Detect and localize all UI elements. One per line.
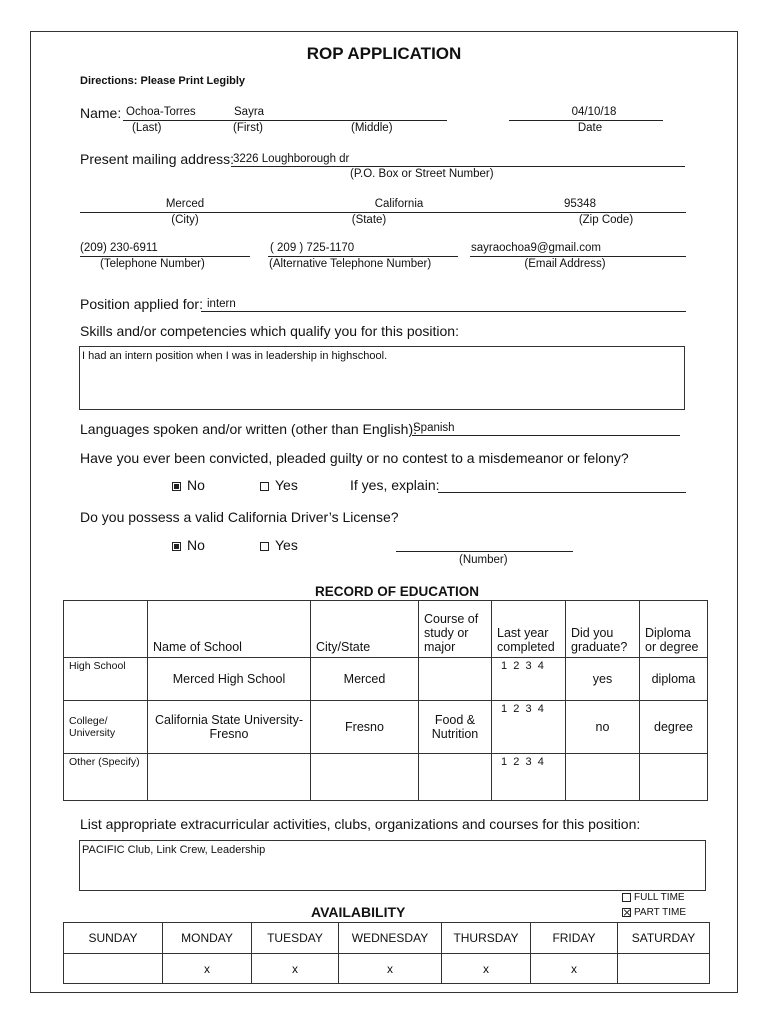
middle-caption: (Middle) bbox=[351, 122, 393, 134]
skills-box[interactable] bbox=[79, 346, 685, 410]
table-row bbox=[64, 658, 708, 701]
languages-value[interactable]: Spanish bbox=[413, 422, 455, 434]
day-friday: FRIDAY bbox=[531, 923, 618, 954]
activities-label: List appropriate extracurricular activities, clubs, organizations and courses for this position: bbox=[80, 816, 641, 832]
email-caption: (Email Address) bbox=[524, 258, 606, 270]
date-caption: Date bbox=[577, 122, 603, 134]
page-title: ROP APPLICATION bbox=[306, 44, 462, 63]
degree-cell[interactable]: degree bbox=[640, 701, 708, 754]
position-line bbox=[201, 311, 686, 312]
phone-value[interactable]: (209) 230-6911 bbox=[80, 242, 158, 254]
license-number-caption: (Number) bbox=[459, 554, 508, 566]
name-line bbox=[123, 120, 447, 121]
year-options[interactable]: 1 2 3 4 bbox=[492, 754, 566, 801]
table-row bbox=[64, 754, 708, 801]
street-value[interactable]: 3226 Loughborough dr bbox=[233, 153, 350, 165]
checkbox-x-icon[interactable] bbox=[622, 908, 631, 917]
conviction-no-option[interactable] bbox=[172, 477, 205, 493]
alt-phone-line bbox=[268, 256, 458, 257]
activities-box[interactable] bbox=[79, 840, 706, 891]
conviction-question: Have you ever been convicted, pleaded guilty or no contest to a misdemeanor or felony? bbox=[80, 450, 629, 466]
address-label: Present mailing address: bbox=[80, 151, 235, 167]
graduate-cell[interactable]: yes bbox=[566, 658, 640, 701]
day-saturday: SATURDAY bbox=[618, 923, 710, 954]
education-heading: RECORD OF EDUCATION bbox=[315, 584, 479, 599]
school-cell[interactable]: California State University- Fresno bbox=[148, 701, 311, 754]
degree-cell[interactable]: diploma bbox=[640, 658, 708, 701]
graduate-cell[interactable]: no bbox=[566, 701, 640, 754]
date-value[interactable]: 04/10/18 bbox=[571, 106, 617, 118]
table-row bbox=[64, 701, 708, 754]
license-yes-label: Yes bbox=[275, 537, 298, 553]
availability-heading: AVAILABILITY bbox=[311, 904, 406, 920]
header-cell: Name of School bbox=[148, 601, 311, 658]
city-value[interactable]: Merced bbox=[165, 198, 205, 210]
checkbox-checked-icon[interactable] bbox=[172, 482, 181, 491]
mark-wednesday[interactable]: x bbox=[339, 954, 442, 984]
city-cell[interactable] bbox=[311, 754, 419, 801]
state-value[interactable]: California bbox=[374, 198, 424, 210]
skills-value: I had an intern position when I was in leadership in highschool. bbox=[82, 350, 388, 362]
availability-table bbox=[63, 922, 710, 984]
license-yes-option[interactable] bbox=[260, 537, 298, 553]
directions: Directions: Please Print Legibly bbox=[80, 75, 246, 87]
header-cell: Course of study or major bbox=[419, 601, 492, 658]
conviction-yes-label: Yes bbox=[275, 477, 298, 493]
city-caption: (City) bbox=[171, 214, 199, 226]
major-cell[interactable] bbox=[419, 754, 492, 801]
last-caption: (Last) bbox=[132, 122, 162, 134]
activities-value: PACIFIC Club, Link Crew, Leadership bbox=[82, 844, 266, 856]
position-label: Position applied for: bbox=[80, 296, 203, 312]
first-name-value[interactable]: Sayra bbox=[234, 106, 265, 118]
city-state-zip-line bbox=[80, 212, 686, 213]
conviction-no-label: No bbox=[187, 477, 205, 493]
header-cell: Last year completed bbox=[492, 601, 566, 658]
header-cell: City/State bbox=[311, 601, 419, 658]
zip-caption: (Zip Code) bbox=[578, 214, 634, 226]
last-name-value[interactable]: Ochoa-Torres bbox=[126, 106, 196, 118]
header-cell: Did you graduate? bbox=[566, 601, 640, 658]
zip-value[interactable]: 95348 bbox=[564, 198, 596, 210]
mark-tuesday[interactable]: x bbox=[252, 954, 339, 984]
address-line bbox=[231, 166, 685, 167]
day-monday: MONDAY bbox=[163, 923, 252, 954]
mark-monday[interactable]: x bbox=[163, 954, 252, 984]
street-caption: (P.O. Box or Street Number) bbox=[350, 168, 494, 180]
skills-label: Skills and/or competencies which qualify you for this position: bbox=[80, 323, 459, 339]
explain-label: If yes, explain: bbox=[350, 477, 440, 493]
license-no-option[interactable] bbox=[172, 537, 205, 553]
state-caption: (State) bbox=[351, 214, 387, 226]
marks-row bbox=[64, 954, 710, 984]
name-label: Name: bbox=[80, 105, 122, 121]
day-tuesday: TUESDAY bbox=[252, 923, 339, 954]
full-time-label: FULL TIME bbox=[634, 892, 685, 903]
day-sunday: SUNDAY bbox=[64, 923, 163, 954]
email-value[interactable]: sayraochoa9@gmail.com bbox=[471, 242, 601, 254]
degree-cell[interactable] bbox=[640, 754, 708, 801]
graduate-cell[interactable] bbox=[566, 754, 640, 801]
languages-line bbox=[412, 435, 680, 436]
city-cell[interactable]: Fresno bbox=[311, 701, 419, 754]
year-options[interactable]: 1 2 3 4 bbox=[492, 658, 566, 701]
license-no-label: No bbox=[187, 537, 205, 553]
languages-label: Languages spoken and/or written (other than English): bbox=[80, 421, 417, 437]
phone-line bbox=[80, 256, 250, 257]
mark-sunday[interactable] bbox=[64, 954, 163, 984]
mark-saturday[interactable] bbox=[618, 954, 710, 984]
conviction-yes-option[interactable] bbox=[260, 477, 298, 493]
position-value[interactable]: intern bbox=[207, 298, 236, 310]
license-number-line[interactable] bbox=[396, 551, 573, 552]
major-cell[interactable]: Food & Nutrition bbox=[419, 701, 492, 754]
checkbox-empty-icon[interactable] bbox=[622, 893, 631, 902]
row-type: High School bbox=[64, 658, 148, 701]
header-cell: Diploma or degree bbox=[640, 601, 708, 658]
school-cell[interactable] bbox=[148, 754, 311, 801]
phone-caption: (Telephone Number) bbox=[100, 258, 205, 270]
education-table bbox=[63, 600, 708, 801]
part-time-option[interactable] bbox=[622, 907, 686, 918]
days-row bbox=[64, 923, 710, 954]
education-header-row bbox=[64, 601, 708, 658]
full-time-option[interactable] bbox=[622, 892, 685, 903]
email-line bbox=[470, 256, 686, 257]
checkbox-empty-icon[interactable] bbox=[260, 542, 269, 551]
city-cell[interactable]: Merced bbox=[311, 658, 419, 701]
year-options[interactable]: 1 2 3 4 bbox=[492, 701, 566, 754]
alt-phone-caption: (Alternative Telephone Number) bbox=[269, 258, 432, 270]
first-caption: (First) bbox=[233, 122, 264, 134]
major-cell[interactable] bbox=[419, 658, 492, 701]
school-cell[interactable]: Merced High School bbox=[148, 658, 311, 701]
alt-phone-value[interactable]: ( 209 ) 725-1170 bbox=[270, 242, 355, 254]
mark-friday[interactable]: x bbox=[531, 954, 618, 984]
checkbox-empty-icon[interactable] bbox=[260, 482, 269, 491]
day-wednesday: WEDNESDAY bbox=[339, 923, 442, 954]
day-thursday: THURSDAY bbox=[442, 923, 531, 954]
header-cell bbox=[64, 601, 148, 658]
part-time-label: PART TIME bbox=[634, 907, 687, 918]
explain-line[interactable] bbox=[438, 492, 686, 493]
row-type: Other (Specify) bbox=[64, 754, 148, 801]
mark-thursday[interactable]: x bbox=[442, 954, 531, 984]
checkbox-checked-icon[interactable] bbox=[172, 542, 181, 551]
row-type: College/ University bbox=[64, 701, 148, 754]
license-question: Do you possess a valid California Driver’s License? bbox=[80, 509, 399, 525]
date-line bbox=[509, 120, 663, 121]
